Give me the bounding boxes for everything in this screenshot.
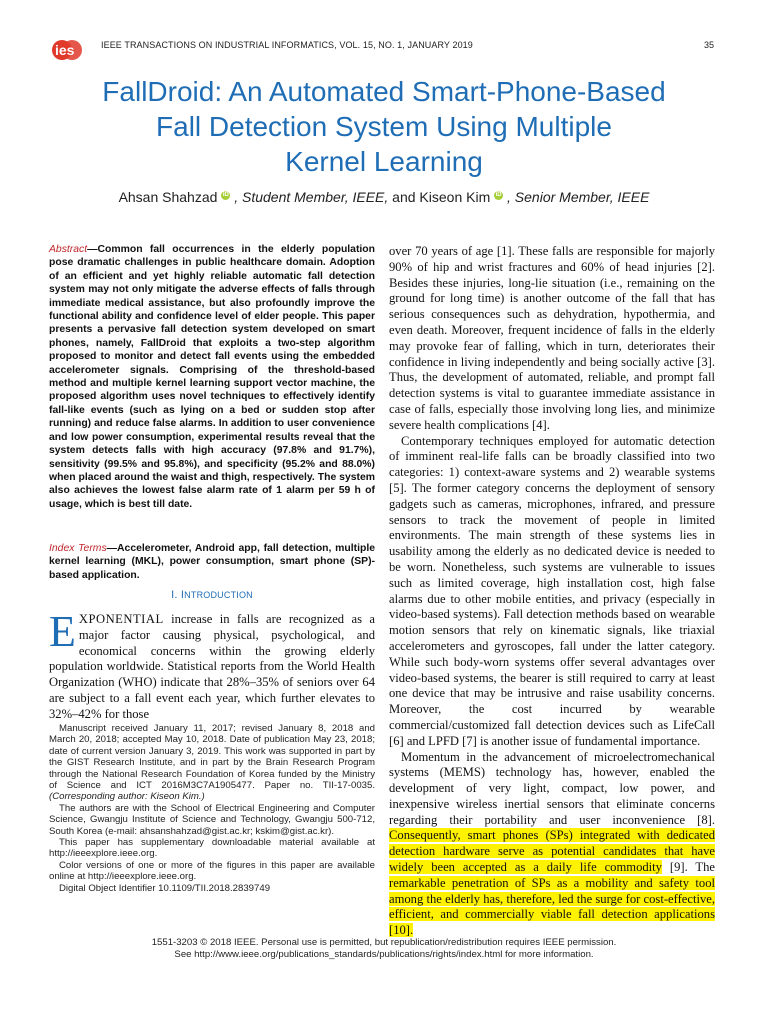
index-terms <box>49 542 375 582</box>
body-text: Momentum in the advancement of microelectromechanical systems (MEMS) technology has, however, enabled the development of very light, compact, low power, and inexpensive wireless inertial sensors that eliminate concerns regarding their portability and user inconvenience [8]. <box>389 749 715 827</box>
copyright-footer <box>40 937 728 961</box>
orcid-icon[interactable]: iD <box>222 192 229 199</box>
intro-text: increase in falls are recognized as a major factor causing physical, psychological, and economical concerns within the growing elderly population worldwide. Statistical reports from the World Health Organization (WHO) indicate that 28%–35% of seniors over 64 are subject to a fall event each year, which further elevates to 32%–42% for those <box>49 612 375 721</box>
abstract-label: Abstract <box>49 244 88 255</box>
footnote-supplementary: This paper has supplementary downloadable material available at http://ieeexplore.ieee.org. <box>49 837 375 860</box>
abstract <box>49 243 375 511</box>
paper-title <box>40 74 728 179</box>
svg-text:ies: ies <box>55 42 75 58</box>
intro-caps: XPONENTIAL <box>78 612 164 626</box>
section-title-rest: NTRODUCTION <box>184 590 253 600</box>
journal-header: IEEE TRANSACTIONS ON INDUSTRIAL INFORMATICS, VOL. 15, NO. 1, JANUARY 2019 <box>101 40 473 50</box>
right-column <box>389 244 715 939</box>
title-line-1: FallDroid: An Automated Smart-Phone-Based <box>102 76 666 107</box>
section-numeral: I. <box>171 589 181 601</box>
footnote-corresponding: (Corresponding author: Kiseon Kim.) <box>49 791 205 803</box>
footnote-affiliation: The authors are with the School of Electrical Engineering and Computer Science, Gwangju Institute of Science and Technology, Gwangju 500-712, South Korea (e-mail: ahsanshahzad@gist.ac.kr; kskim@gist.ac.kr). <box>49 802 375 837</box>
highlighted-text-1[interactable]: Consequently, smart phones (SPs) integrated with dedicated detection hardware serve as potential candidates that have widely been accepted as a daily life commodity <box>389 828 715 875</box>
drop-cap: E <box>49 607 76 656</box>
footnotes <box>49 723 375 894</box>
footnote-manuscript-text: Manuscript received January 11, 2017; revised January 8, 2018 and March 20, 2018; accepted May 10, 2018. Date of publication May 23, 2018; date of current version January 3, 2019. This work was supported in part by the GIST Research Institute, and in part by the Brain Research Program through the National Research Foundation of Korea funded by the Ministry of Science and ICT 2016M3C7A1905477. Paper no. TII-17-0035. <box>49 723 375 792</box>
intro-paragraph <box>49 607 375 723</box>
section-heading <box>49 589 375 601</box>
author-role-1: , Student Member, IEEE, <box>234 189 389 205</box>
footnote-doi: Digital Object Identifier 10.1109/TII.2018.2839749 <box>59 882 271 894</box>
body-paragraph-3 <box>389 750 715 940</box>
author-name-1: Ahsan Shahzad <box>118 189 218 205</box>
section-first-letter: I <box>180 589 185 601</box>
copyright-line: 1551-3203 © 2018 IEEE. Personal use is permitted, but republication/redistribution requires IEEE permission. <box>151 937 617 948</box>
footnote-manuscript <box>49 723 375 803</box>
orcid-icon[interactable]: iD <box>495 192 502 199</box>
body-paragraph-1: over 70 years of age [1]. These falls are responsible for majorly 90% of hip and wrist fractures and 60% of head injuries [2]. Besides these injuries, long-lie situation (i.e., remaining on the ground for long time) is another outcome of the fall that has serious consequences such as dehydration, hypothermia, and even death. Moreover, frequent incidence of falls in the elderly may provoke fear of falling, which in turn, deteriorates their confidence in living independently and being socially active [3]. Thus, the development of automated, reliable, and prompt fall detection systems is vital to guarantee immediate assistance in case of falls, especially those involving long lies, and minimize severe health complications [4]. <box>389 244 715 432</box>
index-terms-label: Index Terms <box>49 543 107 554</box>
title-line-2: Fall Detection System Using Multiple <box>156 111 612 142</box>
page-number: 35 <box>703 40 714 50</box>
title-line-3: Kernel Learning <box>285 146 483 177</box>
author-name-2: Kiseon Kim <box>419 189 491 205</box>
rights-link[interactable]: See http://www.ieee.org/publications_standards/publications/rights/index.html for more information. <box>174 949 594 960</box>
footnote-color: Color versions of one or more of the figures in this paper are available online at http://ieeexplore.ieee.org. <box>49 859 375 883</box>
index-terms-text: —Accelerometer, Android app, fall detection, multiple kernel learning (MKL), power consumption, smart phone (SP)-based application. <box>49 543 375 581</box>
body-paragraph-2: Contemporary techniques employed for automatic detection of imminent real-life falls can be broadly classified into two categories: 1) context-aware systems and 2) wearable systems [5]. The former category concerns the deployment of sensory gadgets such as cameras, microphones, infrared, and pressure sensors to track the movement of people in limited environments. The main strength of these systems lies in usability among the elderly as no dedicated device is needed to be worn. Nonetheless, such systems are vulnerable to issues such as limited coverage, high installation cost, high false alarms due to other mobile entities, and privacy (especially in video-based systems). Fall detection methods based on wearable motion sensors that rely on kinematic signals, like triaxial accelerometers and gyroscopes, fall under the latter category. While such body-worn systems offer several advantages over video-based systems, the bearer is still required to carry at least one device that may be intrusive and raise usability concerns. Moreover, the cost incurred by wearable commercial/customized fall detection devices such as LifeCall [6] and LPFD [7] is another issue of fundamental importance. <box>389 433 715 748</box>
body-text: [9]. The <box>661 860 715 875</box>
highlighted-text-2[interactable]: remarkable penetration of SPs as a mobility and safety tool among the elderly has, therefore, led the surge for cost-effective, efficient, and commercially viable fall detection applications [10]. <box>389 875 715 938</box>
abstract-text: —Common fall occurrences in the elderly population pose dramatic challenges in public healthcare domain. Adoption of an efficient and yet highly reliable automatic fall detection system may not only mitigate the adverse effects of falls through immediate medical assistance, but also profoundly improve the functional ability and confidence level of elder people. This paper presents a pervasive fall detection system developed on smart phones, namely, FallDroid that exploits a two-step algorithm proposed to monitor and detect fall events using the embedded accelerometer signals. Comprising of the threshold-based method and multiple kernel learning support vector machine, the proposed algorithm uses novel techniques to effectively identify fall-like events (such as lying on a bed or sudden stop after running) and reduce false alarms. In addition to user convenience and low power consumption, experimental results reveal that the system detects falls with high accuracy (97.8% and 91.7%), sensitivity (99.5% and 95.8%), and specificity (95.2% and 88.0%) when placed around the waist and thigh, respectively. The system also achieves the lowest false alarm rate of 1 alarm per 59 h of usage, which is best till date. <box>49 244 375 510</box>
author-role-2: , Senior Member, IEEE <box>507 189 650 205</box>
author-conjunction: and <box>388 189 420 205</box>
ies-logo <box>50 38 90 62</box>
author-list <box>40 189 728 205</box>
